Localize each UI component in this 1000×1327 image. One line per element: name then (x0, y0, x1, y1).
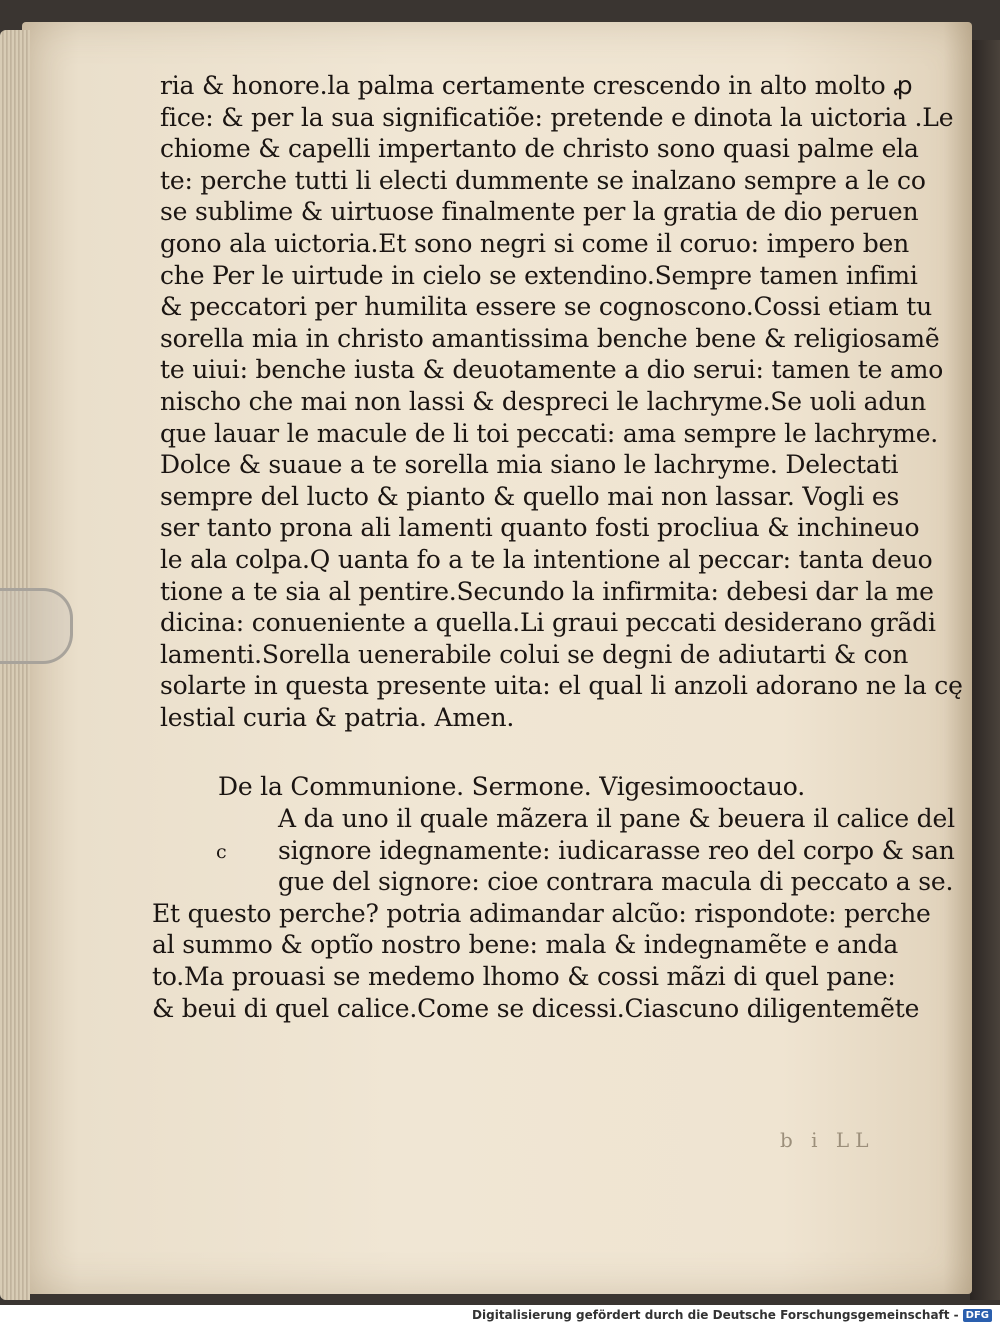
text-line: solarte in questa presente uita: el qual li anzoli adorano ne la cę (160, 671, 963, 701)
text-line: Dolce & suaue a te sorella mia siano le lachryme. Delectati (160, 450, 899, 480)
text-line: que lauar le macule de li toi peccati: ama sempre le lachryme. (160, 418, 939, 448)
text-line: tione a te sia al pentire.Secundo la infirmita: debesi dar la me (160, 576, 934, 606)
text-line: al summo & optĩo nostro bene: mala & indegnamẽte e anda (152, 930, 899, 960)
text-line: gono ala uictoria.Et sono negri si come il coruo: impero ben (160, 228, 909, 258)
page-stack-edges (0, 30, 30, 1300)
text-line: chiome & capelli impertanto de christo sono quasi palme ela (160, 134, 919, 164)
text-line: gue del signore: cioe contrara macula di peccato a se. (278, 867, 954, 897)
sermon-heading: De la Communione. Sermone. Vigesimooctauo. (218, 772, 805, 802)
dfg-logo-icon: DFG (963, 1309, 992, 1322)
text-line: & peccatori per humilita essere se cognoscono.Cossi etiam tu (160, 292, 932, 322)
text-line: se sublime & uirtuose finalmente per la gratia de dio peruen (160, 197, 919, 227)
text-line: dicina: conueniente a quella.Li graui peccati desiderano grãdi (160, 608, 936, 638)
digitization-footer (472, 1305, 992, 1325)
text-line: ser tanto prona ali lamenti quanto fosti procliua & inchineuo (160, 513, 920, 543)
text-line: te uiui: benche iusta & deuotamente a dio serui: tamen te amo (160, 355, 944, 385)
text-line: lestial curia & patria. Amen. (160, 702, 515, 732)
text-line: to.Ma prouasi se medemo lhomo & cossi mãzi di quel pane: (152, 962, 896, 992)
text-line (160, 835, 955, 867)
text-line: fice: & per la sua significatiõe: pretende e dinota la uictoria .Le (160, 102, 954, 132)
book-right-edge (970, 40, 1000, 1300)
text-line: sempre del lucto & pianto & quello mai non lassar. Vogli es (160, 481, 900, 511)
text-line: te: perche tutti li electi dummente se inalzano sempre a le co (160, 165, 926, 195)
signature-mark: b i LL (780, 1128, 875, 1152)
text-line: le ala colpa.Q uanta fo a te la intentione al peccar: tanta deuo (160, 544, 933, 574)
text-line: ria & honore.la palma certamente crescendo in alto molto ꝓ (160, 71, 913, 100)
drop-letter: c (216, 840, 227, 863)
text-line: lamenti.Sorella uenerabile colui se degni de adiutarti & con (160, 639, 909, 669)
text-line: che Per le uirtude in cielo se extendino.Sempre tamen infimi (160, 260, 918, 290)
page-text (152, 70, 963, 1024)
text-line: sorella mia in christo amantissima benche bene & religiosamẽ (160, 323, 940, 353)
text-line: A da uno il quale mãzera il pane & beuera il calice del (278, 804, 955, 834)
page-clip (0, 588, 73, 664)
text-line: Et questo perche? potria adimandar alcũo: rispondote: perche (152, 898, 931, 928)
text-line: nischo che mai non lassi & despreci le lachryme.Se uoli adun (160, 386, 926, 416)
footer-text: Digitalisierung gefördert durch die Deutsche Forschungsgemeinschaft - (472, 1308, 959, 1322)
text-line-content: signore idegnamente: iudicarasse reo del corpo & san (278, 835, 955, 865)
text-line: & beui di quel calice.Come se dicessi.Ciascuno diligentemẽte (152, 993, 920, 1023)
